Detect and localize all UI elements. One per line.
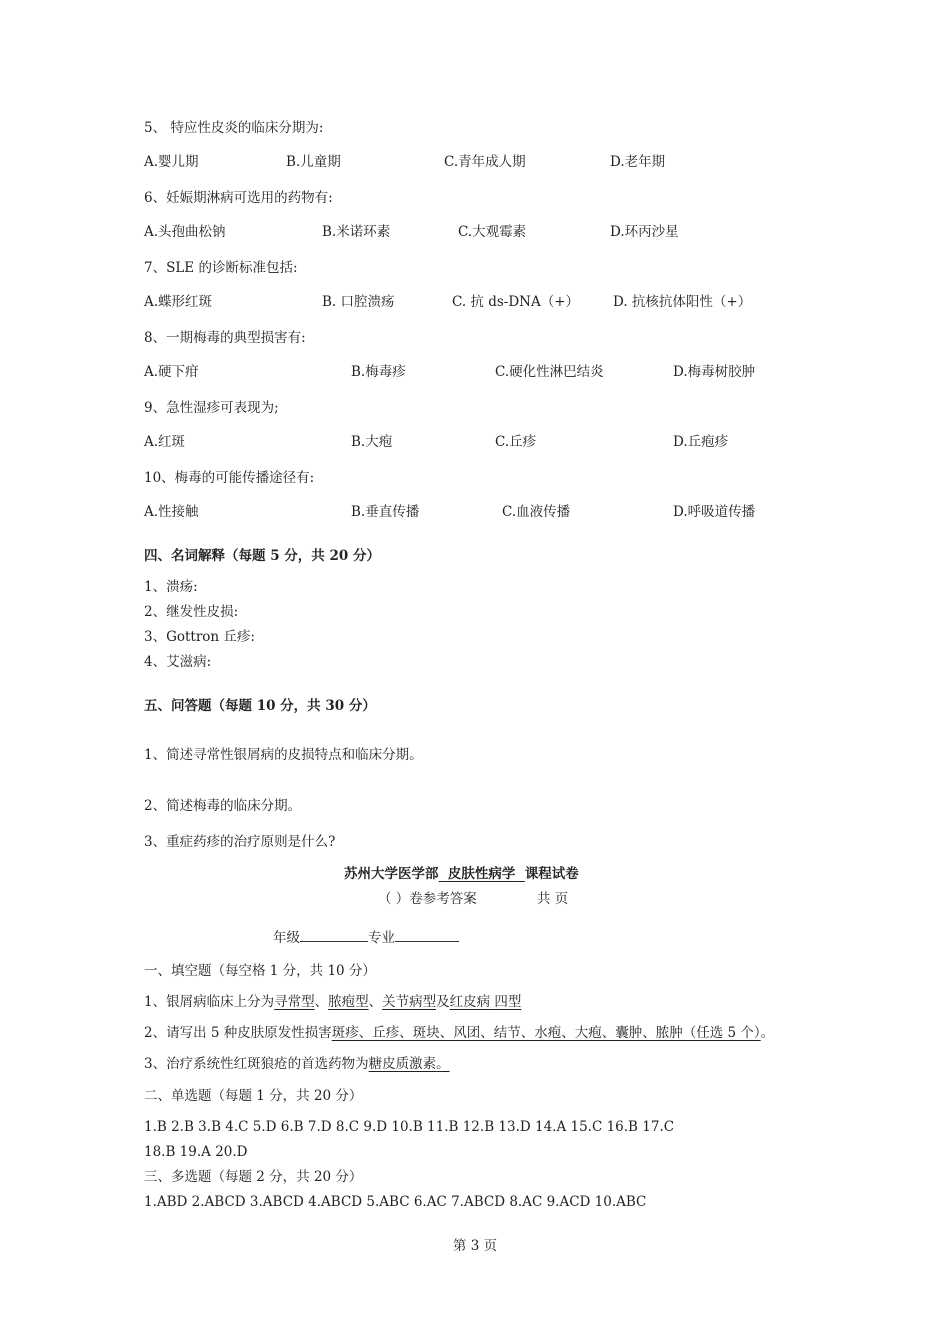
answer-s2-title: 二、单选题（每题 1 分，共 20 分） — [144, 1088, 363, 1104]
answer-total-pages: 共 页 — [537, 891, 569, 907]
s1-q1-answer-3: 关节病型 — [382, 994, 437, 1010]
question-10-stem: 10、梅毒的可能传播途径有: — [144, 470, 315, 486]
major-blank — [395, 929, 459, 942]
essay-item-3: 3、重症药疹的治疗原则是什么? — [144, 834, 336, 850]
page-number: 第 3 页 — [452, 1238, 498, 1254]
q6-option-b: B.米诺环素 — [322, 224, 391, 240]
answer-s1-q3 — [144, 1055, 450, 1073]
answer-s2-line-2: 18.B 19.A 20.D — [144, 1144, 248, 1160]
question-8-stem: 8、一期梅毒的典型损害有: — [144, 330, 306, 346]
q5-option-d: D.老年期 — [610, 154, 666, 170]
q9-option-b: B.大疱 — [351, 434, 393, 450]
q8-option-a: A.硬下疳 — [144, 364, 199, 380]
section-5-title: 五、问答题（每题 10 分，共 30 分） — [144, 698, 376, 714]
grade-label: 年级 — [273, 930, 300, 946]
term-item-2: 2、继发性皮损: — [144, 604, 239, 620]
q7-option-a: A.蝶形红斑 — [144, 294, 213, 310]
answer-s3-line: 1.ABD 2.ABCD 3.ABCD 4.ABCD 5.ABC 6.AC 7.ABCD 8.AC 9.ACD 10.ABC — [144, 1194, 647, 1210]
q8-option-c: C.硬化性淋巴结炎 — [495, 364, 604, 380]
q10-option-a: A.性接触 — [144, 504, 199, 520]
s1-q3-text: 3、治疗系统性红斑狼疮的首选药物为 — [144, 1056, 369, 1072]
grade-major-line — [273, 929, 459, 947]
s1-q2-end: 。 — [760, 1025, 775, 1041]
answer-s1-q1: 1、银屑病临床上分为寻常型、脓疱型、关节病型及红皮病 四型 — [144, 994, 522, 1010]
question-9-stem: 9、急性湿疹可表现为; — [144, 400, 279, 416]
s1-q2-text: 2、请写出 5 种皮肤原发性损害 — [144, 1025, 332, 1041]
q5-option-c: C.青年成人期 — [444, 154, 526, 170]
q8-option-d: D.梅毒树胶肿 — [673, 364, 756, 380]
term-item-3: 3、Gottron 丘疹: — [144, 629, 255, 645]
q10-option-b: B.垂直传播 — [351, 504, 420, 520]
question-6-stem: 6、妊娠期淋病可选用的药物有: — [144, 190, 333, 206]
q5-option-a: A.婴儿期 — [144, 154, 199, 170]
answer-subheader: （ ）卷参考答案 — [378, 891, 477, 907]
answer-s3-title: 三、多选题（每题 2 分，共 20 分） — [144, 1169, 363, 1185]
q6-option-d: D.环丙沙星 — [610, 224, 679, 240]
q5-option-b: B.儿童期 — [286, 154, 341, 170]
answer-header-suffix: 课程试卷 — [524, 866, 579, 882]
s1-q1-text: 1、银屑病临床上分为 — [144, 994, 275, 1010]
answer-s1-title: 一、填空题（每空格 1 分，共 10 分） — [144, 963, 376, 979]
course-name: 皮肤性病学 — [447, 866, 516, 882]
q9-option-d: D.丘疱疹 — [673, 434, 729, 450]
s1-q3-end: 。 — [436, 1056, 450, 1072]
answer-header-school: 苏州大学医学部 — [344, 866, 439, 882]
section-4-title: 四、名词解释（每题 5 分，共 20 分） — [144, 548, 380, 564]
term-item-1: 1、溃疡: — [144, 579, 198, 595]
q7-option-d: D. 抗核抗体阳性（+） — [613, 294, 752, 310]
q8-option-b: B.梅毒疹 — [351, 364, 406, 380]
s1-q1-answer-2: 脓疱型 — [328, 994, 369, 1010]
term-item-4: 4、艾滋病: — [144, 654, 212, 670]
question-7-stem: 7、SLE 的诊断标准包括: — [144, 260, 298, 276]
essay-item-2: 2、简述梅毒的临床分期。 — [144, 798, 302, 814]
s1-q1-conj: 及 — [436, 994, 450, 1010]
s1-q2-answer: 斑疹、丘疹、斑块、风团、结节、水疱、大疱、囊肿、脓肿（任选 5 个） — [331, 1025, 761, 1041]
q7-option-c: C. 抗 ds-DNA（+） — [452, 294, 580, 310]
q9-option-a: A.红斑 — [144, 434, 186, 450]
q7-option-b: B. 口腔溃疡 — [322, 294, 395, 310]
answer-s2-line-1: 1.B 2.B 3.B 4.C 5.D 6.B 7.D 8.C 9.D 10.B 11.B 12.B 13.D 14.A 15.C 16.B 17.C — [144, 1119, 675, 1135]
answer-s1-q2 — [144, 1024, 774, 1042]
answer-header — [344, 865, 579, 883]
q6-option-a: A.头孢曲松钠 — [144, 224, 226, 240]
major-label: 专业 — [368, 930, 395, 946]
s1-q3-answer: 糖皮质激素 — [368, 1056, 437, 1072]
s1-q1-suffix: 四型 — [490, 994, 522, 1010]
answer-header-course — [439, 866, 525, 882]
q10-option-c: C.血液传播 — [502, 504, 571, 520]
q10-option-d: D.呼吸道传播 — [673, 504, 756, 520]
q9-option-c: C.丘疹 — [495, 434, 537, 450]
s1-q1-answer-1: 寻常型 — [274, 994, 315, 1010]
essay-item-1: 1、简述寻常性银屑病的皮损特点和临床分期。 — [144, 747, 423, 763]
grade-blank — [300, 929, 368, 942]
q6-option-c: C.大观霉素 — [458, 224, 527, 240]
question-5-stem: 5、 特应性皮炎的临床分期为: — [144, 120, 324, 136]
s1-q1-answer-4: 红皮病 — [449, 994, 491, 1010]
